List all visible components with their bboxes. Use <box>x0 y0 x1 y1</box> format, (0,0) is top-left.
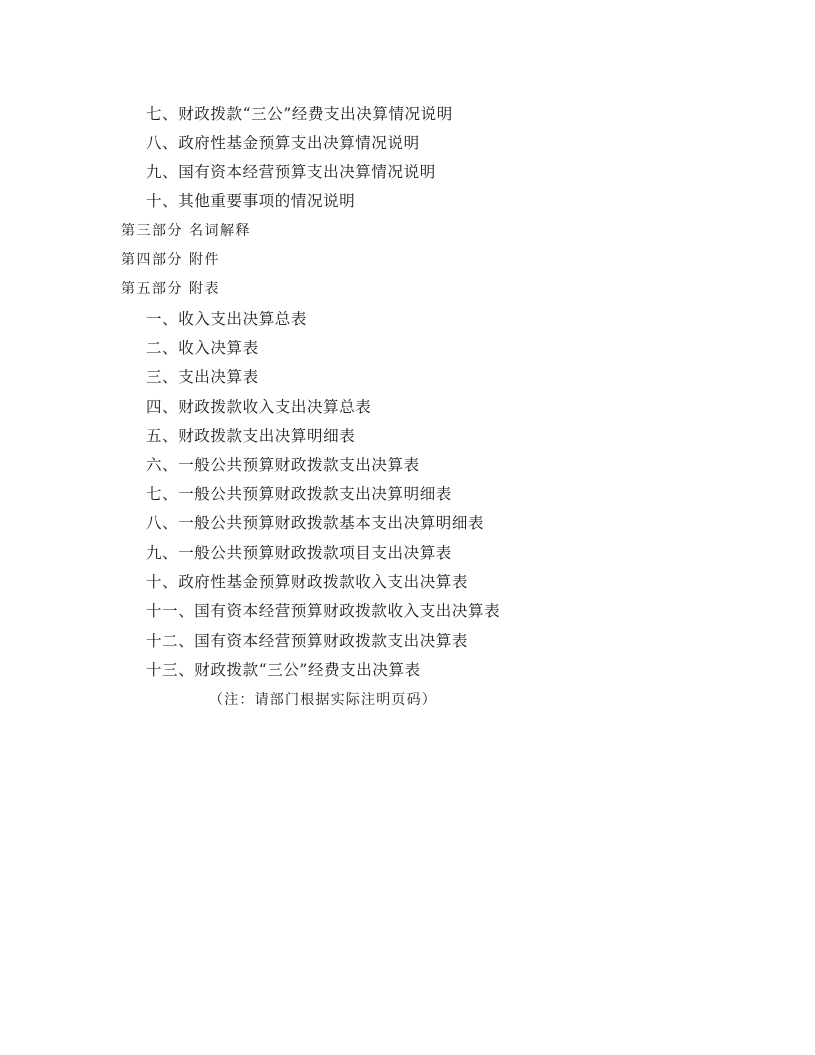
toc-table-1: 一、收入支出决算总表 <box>146 310 308 328</box>
toc-item-government-fund: 八、政府性基金预算支出决算情况说明 <box>146 134 420 152</box>
toc-table-6: 六、一般公共预算财政拨款支出决算表 <box>146 456 420 474</box>
toc-table-10: 十、政府性基金预算财政拨款收入支出决算表 <box>146 573 469 591</box>
toc-part-five: 第五部分 附表 <box>121 281 220 297</box>
toc-table-8: 八、一般公共预算财政拨款基本支出决算明细表 <box>146 514 485 532</box>
toc-table-2: 二、收入决算表 <box>146 339 259 357</box>
toc-table-12: 十二、国有资本经营预算财政拨款支出决算表 <box>146 632 469 650</box>
toc-item-state-capital: 九、国有资本经营预算支出决算情况说明 <box>146 163 436 181</box>
toc-part-four: 第四部分 附件 <box>121 252 220 268</box>
page-number-note: （注：请部门根据实际注明页码） <box>209 692 437 708</box>
toc-table-4: 四、财政拨款收入支出决算总表 <box>146 398 372 416</box>
toc-table-3: 三、支出决算表 <box>146 368 259 386</box>
toc-item-three-public-expenses: 七、财政拨款“三公”经费支出决算情况说明 <box>146 105 453 123</box>
toc-part-three: 第三部分 名词解释 <box>121 223 251 239</box>
toc-table-9: 九、一般公共预算财政拨款项目支出决算表 <box>146 544 452 562</box>
toc-table-7: 七、一般公共预算财政拨款支出决算明细表 <box>146 485 452 503</box>
toc-table-5: 五、财政拨款支出决算明细表 <box>146 427 356 445</box>
toc-item-other-matters: 十、其他重要事项的情况说明 <box>146 192 356 210</box>
toc-table-13: 十三、财政拨款“三公”经费支出决算表 <box>146 661 421 679</box>
toc-table-11: 十一、国有资本经营预算财政拨款收入支出决算表 <box>146 602 501 620</box>
